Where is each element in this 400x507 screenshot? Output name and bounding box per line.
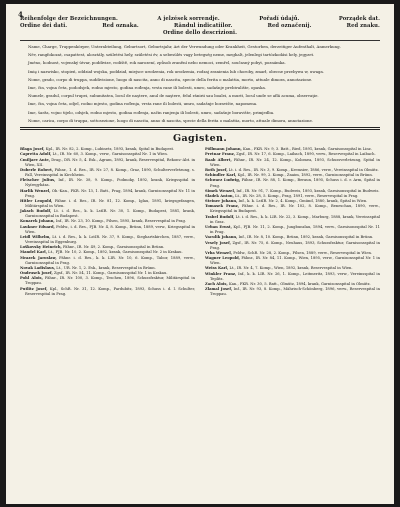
header-item: Pořadí údajů. [259, 16, 300, 22]
entry-details: Fähnr., 1. d. Res., IR. Nr. 27, 8. Komp., Graz, 1890, Schulterverletzung, s. Fall, Vereinsspital in Kirchheim. [25, 167, 195, 178]
entry-name: Trabel Rudolf, [205, 214, 235, 219]
entry-name: Cmiljaev Ante, [20, 157, 51, 162]
entry-details: Inf., k. k. LstIR. Nr. 2, 4. Komp., Gmünd, 1880, krank, Spital in Wien. [238, 199, 368, 204]
entry-details: Zgsf., IR. Nr. 75, 6. Komp., Neuhaus, 1893, Schussfraktur, Garnisonsspital in Prag. [210, 240, 380, 250]
entry-name: Zach Alois, [205, 281, 228, 286]
entry-details: Fähnr., IR. Nr. 88, 1. Komp., Beraun, 1895, Schuss i. d. r. Arm, Spital in Prag. [210, 178, 380, 188]
legend-line: Jméno, hodnost, vojenský útvar, poddivize, rodiště, rok narození, způsob zranění nebo nemoci, zemřel, současný pobyt, poznámka. [28, 60, 286, 66]
entry-details: Kan., FKR. Nr. 9, 3. Batt., Ried, 1891, krank, Garnisonsspital in Linz. [242, 147, 372, 152]
entry-name: Vrba Wenzel, [205, 250, 233, 255]
entry-details: Fähnr., IR. Nr. 100, 3. Komp., Teschen, 1896, Schussfraktur, Militärspital in Troppau. [25, 276, 195, 286]
entry-details: Kpl., IR. Nr. 82, 2. Komp., Lubinetz, 1893, krank, Spital in Budapest. [45, 147, 175, 152]
entry-details: Inf., IR. Nr. 38, 9. Komp., Podmoky, 1892, krank, Kriegsspital in Nyíregyháza. [25, 178, 195, 188]
entry-details: Fähnr., IR. Nr. 49, 2. Komp., Garnisonsspital in Brünn. [63, 245, 165, 250]
legend-line: Nome, carica, corpo di truppa, sottosezione, luogo di nascita, anno di nascita, specie della ferita o malattia, morto, attuale dimora, annotazione. [28, 117, 314, 123]
entry-name: Leidl Wilhelm, [20, 234, 51, 239]
legend-line: Name, Charge, Truppenkörper, Unterabteilung, Geburtsort, Geburtsjahr, Art der Verwundung oder Krankheit, Gestorben, derzeitiger Aufenthalt, Anmerkung. [28, 44, 341, 49]
register-entry [20, 168, 195, 178]
header-item: Rândul indicatiilor. [174, 23, 233, 29]
entry-details: Zgsf., IR. Nr. 54, 11. Komp., Garnisonsspital Nr. 1 in Krakau. [53, 271, 168, 276]
legend-line: Név, rangfokozat, csapattest, alosztály, születési hely, születési év, a sebesülés vagy betegség neme, meghalt, jelenlegi tartózkodási hely, jegyzet. [28, 52, 315, 58]
entry-name: Winkler Franz, [205, 271, 237, 276]
entry-details: Zgsf., IR. Nr. 17, 6. Komp., Laibach, 1890, verw., Reservespital in Laibach. [236, 152, 376, 157]
register-entry [20, 235, 195, 245]
legend-line: Numele, gradul, corpul trupei, subunitatea, locul de naştere, anul de naştere, felul rănirii sau boalei, a murit, locul unde se află acuma, observaţie. [28, 93, 319, 99]
register-entry [205, 256, 380, 266]
entry-details: Lt., UR. Nr. 1, 2. Esk., krank, Reservespital in Brünn. [56, 265, 156, 270]
register-entry [20, 287, 195, 297]
header-item: Red oznaka. [102, 23, 139, 29]
register-entry [20, 256, 195, 266]
entry-name: Vesely Josef, [205, 240, 231, 245]
register-entry [205, 178, 380, 188]
entry-name: Hitler Leopold, [20, 198, 53, 203]
entry-details: Lt. i. d. Res., IR. Nr. 3, 9. Komp., Kremsier, 1886, verw., Vereinsspital in Olmütz. [228, 167, 379, 172]
entry-name: Tomasek Franz, [205, 204, 240, 209]
header-row-3: Ordine dello descrizioni. [163, 30, 237, 36]
entry-details: Fähnr. i. d. Res., k. k. LIR. Nr. 10, 6. Komp., Tabor, 1889, verw., Garnisonsspital in Prag. [25, 255, 195, 265]
register-entry [205, 158, 380, 168]
entry-details: Lt., IR. Nr. 4, 7. Komp., Wien, 1892, krank, Reservespital in Wien. [229, 266, 353, 271]
register-entry [205, 225, 380, 235]
header-item: Ordine dei dati. [20, 23, 68, 29]
entry-name: Doberle Robert, [20, 167, 54, 172]
entry-name: Zlamal Josef, [205, 287, 233, 292]
register-entry [205, 272, 380, 282]
entry-name: Laukner Eduard, [20, 224, 55, 229]
entry-details: Drag., DR. Nr. 5, 4. Esk., Agram, 1892, krank, Reservespital, Rekonv.-Abt. in Wien, XII. [25, 157, 195, 167]
header-item: Reihenfolge der Bezeichnungen. [20, 16, 118, 22]
entry-details: Lt., IR. Nr. 28, 5. Komp., Prag, 1891, verw., Reservespital in Prag. [235, 193, 359, 198]
entry-name: Jaksch Rudolf, [20, 209, 52, 214]
entry-name: Simek Wenzel, [205, 188, 236, 193]
entry-name: Capretta Adolf, [20, 152, 52, 157]
register-entry [20, 209, 195, 219]
header-item: Red znaku. [346, 23, 380, 29]
register-entry [20, 199, 195, 209]
entry-name: Vaculik Johann, [205, 235, 238, 240]
entry-name: Raab Albert, [205, 157, 232, 162]
entry-name: Pöllmann Johann, [205, 147, 242, 152]
entry-name: Fleischer Julius, [20, 178, 56, 183]
legend-line: Ime, čin, vojna četa, pododsjek, rodno mjesto, godina rođenja, vrsta rane ili bolesti, umro, sadašnje prebivalište, opaska. [28, 85, 267, 91]
entry-name: Novak Ladislaus, [20, 265, 56, 270]
entry-details: Inf., IR. Nr. 93, 8. Komp., Mährisch-Schönberg, 1896, verw., Reservespital in Troppau. [210, 287, 380, 297]
entry-details: Fähnr. i. d. Res., IR. Nr. 102, 8. Komp., Beneschau, 1890, verw., Kriegsspital in Budapest. [210, 204, 380, 214]
entry-name: Schindler Karl, [205, 173, 237, 178]
register-entry [20, 178, 195, 188]
entry-details: Feldw., i. d. Res., FJB. Nr. 4, 8. Komp., Brünn, 1889, verw., Kriegsspital in Wien. [25, 224, 195, 234]
entry-name: Wagner Leopold, [205, 256, 240, 261]
entry-name: Roth Josef, [205, 167, 228, 172]
entry-details: Inf., IR. Nr. 8, 10. Komp., Brünn, 1892, krank, Garnisonsspital in Brünn. [238, 235, 374, 240]
entry-details: Fähnr., IR. Nr. 84, 11. Komp., Wien, 1895, verw., Garnisonsspital Nr. 1 in Wien. [210, 256, 380, 266]
entry-details: Inf., k. k. LIR. Nr. 26, 1. Komp., Leitmeritz, 1893, verw., Vereinsspital in Teplitz. [210, 271, 380, 281]
entry-details: Inf., IR. Nr. 23, 10. Komp., Pilsen, 1895, krank, Reservespital in Prag. [55, 219, 187, 224]
legend-line: Ime, šarža, vojno tijelo, odsjek, rodno mjesto, godina rođenja, način ranjenja ili bolesti, umro, sadašnje boravište, primjedba. [28, 109, 275, 115]
entry-details: Fähnr. i. d. Res., IR. Nr. 81, 12. Komp., Iglau, 1891, kriegsgefangen, Militärspital in Wien. [25, 198, 195, 208]
page-number: 4 [18, 10, 23, 19]
entry-details: Fähnr., IR. Nr. 24, 12. Komp., Kolomea, 1893, Schussverletzung, Spital in Wien. [210, 157, 380, 167]
entry-name: Pohl Alois, [20, 276, 43, 281]
legend-block [20, 44, 380, 124]
entries-columns [20, 147, 380, 297]
legend-line: Nome, grado, corpo di truppa, suddivisione, luogo di nascita, anno di nascita, specie della ferita o malattia, morto, attuale dimora, annotazione. [28, 76, 313, 82]
entry-name: Konarek Johann, [20, 219, 55, 224]
legend-line: Imię i nazwisko, stopień, oddział wojska, poddział, miejsce urodzenia, rok urodzenia, rodzaj zranienia lub choroby, zmarł, obecne przebywa w, uwaga. [28, 68, 325, 74]
document-page [6, 4, 394, 504]
section-divider [20, 127, 380, 131]
register-entry [205, 204, 380, 214]
entry-details: Lt. i. d. Res., k. k. LstIR. Nr. 30, 1. Komp., Budapest, 1881, krank, Garnisonsspital in Budapest. [25, 209, 195, 219]
header-row-1 [20, 16, 380, 23]
register-entry [205, 241, 380, 251]
left-column [20, 147, 195, 297]
header-item: Red označenij. [267, 23, 312, 29]
entry-name: Pretnar Franz, [205, 152, 236, 157]
entry-details: Lt. i. d. Res., k. k. LstIR. Nr. 37, 9. Komp., Sieghartskirchen, 1887, verw., Vereinsspital in Eggenburg. [25, 234, 195, 244]
register-entry [20, 276, 195, 286]
entry-details: Kpl., IR. Nr. 99, 2. Komp., Znaim, 1892, verw., Garnisonsspital in Brünn. [237, 173, 373, 178]
entry-details: Inf., IR. Nr. 91, 7. Komp., Budweis, 1893, krank, Garnisonsspital in Budweis. [236, 188, 380, 193]
entry-details: Lt., FJB. Nr. 10, 2. Komp., 1892, krank, Garnisonsspital Nr. 2 in Krakau. [48, 250, 183, 255]
entry-details: Kan., FKR. Nr. 30, 5. Batt., Olmütz, 1894, krank, Garnisonsspital in Olmütz. [228, 281, 371, 286]
entry-name: Mandel Karl, [20, 250, 47, 255]
entry-name: Putlitz Josef, [20, 286, 48, 291]
entry-details: Ob.-Kan., FKR. Nr. 13, 1. Batt., Prag, 1894, krank, Garnisonsspital Nr. 11 in Prag. [25, 188, 195, 198]
entry-name: Blaga Josef, [20, 147, 45, 152]
register-entry [205, 215, 380, 225]
register-entry [20, 225, 195, 235]
header-row-2 [20, 23, 380, 30]
entry-name: Loškovsky Heinrich, [20, 245, 62, 250]
entry-details: Lt. i. d. Res., k. k. LIR. Nr. 22, 3. Komp., Marburg, 1888, krank, Vereinsspital in Graz. [210, 214, 380, 224]
entry-name: Harlik Wenzel, [20, 188, 51, 193]
entry-name: Mrazek Jaroslaw, [20, 255, 57, 260]
register-entry [20, 158, 195, 168]
entry-name: Weiss Karl, [205, 266, 229, 271]
right-column [205, 147, 380, 297]
entry-name: Steiner Johann, [205, 199, 238, 204]
section-title: Gagisten. [172, 133, 228, 145]
entry-details: Feldw., SchR. Nr. 28, 2. Komp., Pilsen, 1889, verw., Reservespital in Wien. [233, 250, 373, 255]
entry-name: Ondrusek Josef, [20, 271, 53, 276]
entry-details: Kpl., FJB. Nr. 11, 2. Komp., Jungbunzlau, 1894, verw., Garnisonsspital Nr. 11 in Prag. [210, 225, 380, 235]
header-item: A jelzések sorrendje. [157, 16, 220, 22]
entry-name: Urban Ernst, [205, 225, 232, 229]
header-divider [20, 40, 380, 41]
legend-line: Ime, čin, vojna četa, odjel, rodno mjesto, godina rođenja, vrsta rane ili bolesti, umro, sadašnje boravište, napomena. [28, 101, 258, 107]
entry-name: Sladek Anton, [205, 193, 234, 198]
entry-name: Schwarz Ludwig, [205, 178, 241, 183]
header-block [20, 16, 380, 37]
entry-details: Kpl., SchR. Nr. 31, 12. Komp., Pardubitz, 1893, Schuss i. d. l. Schulter, Reservespital in Prag. [25, 286, 195, 296]
register-entry [20, 189, 195, 199]
header-item: Porządek dat. [338, 16, 380, 22]
register-entry [205, 287, 380, 297]
entry-details: Lt., IR. Nr. 60, 3. Komp., verw., Garnisonsspital Nr. 1 in Wien. [52, 152, 168, 157]
